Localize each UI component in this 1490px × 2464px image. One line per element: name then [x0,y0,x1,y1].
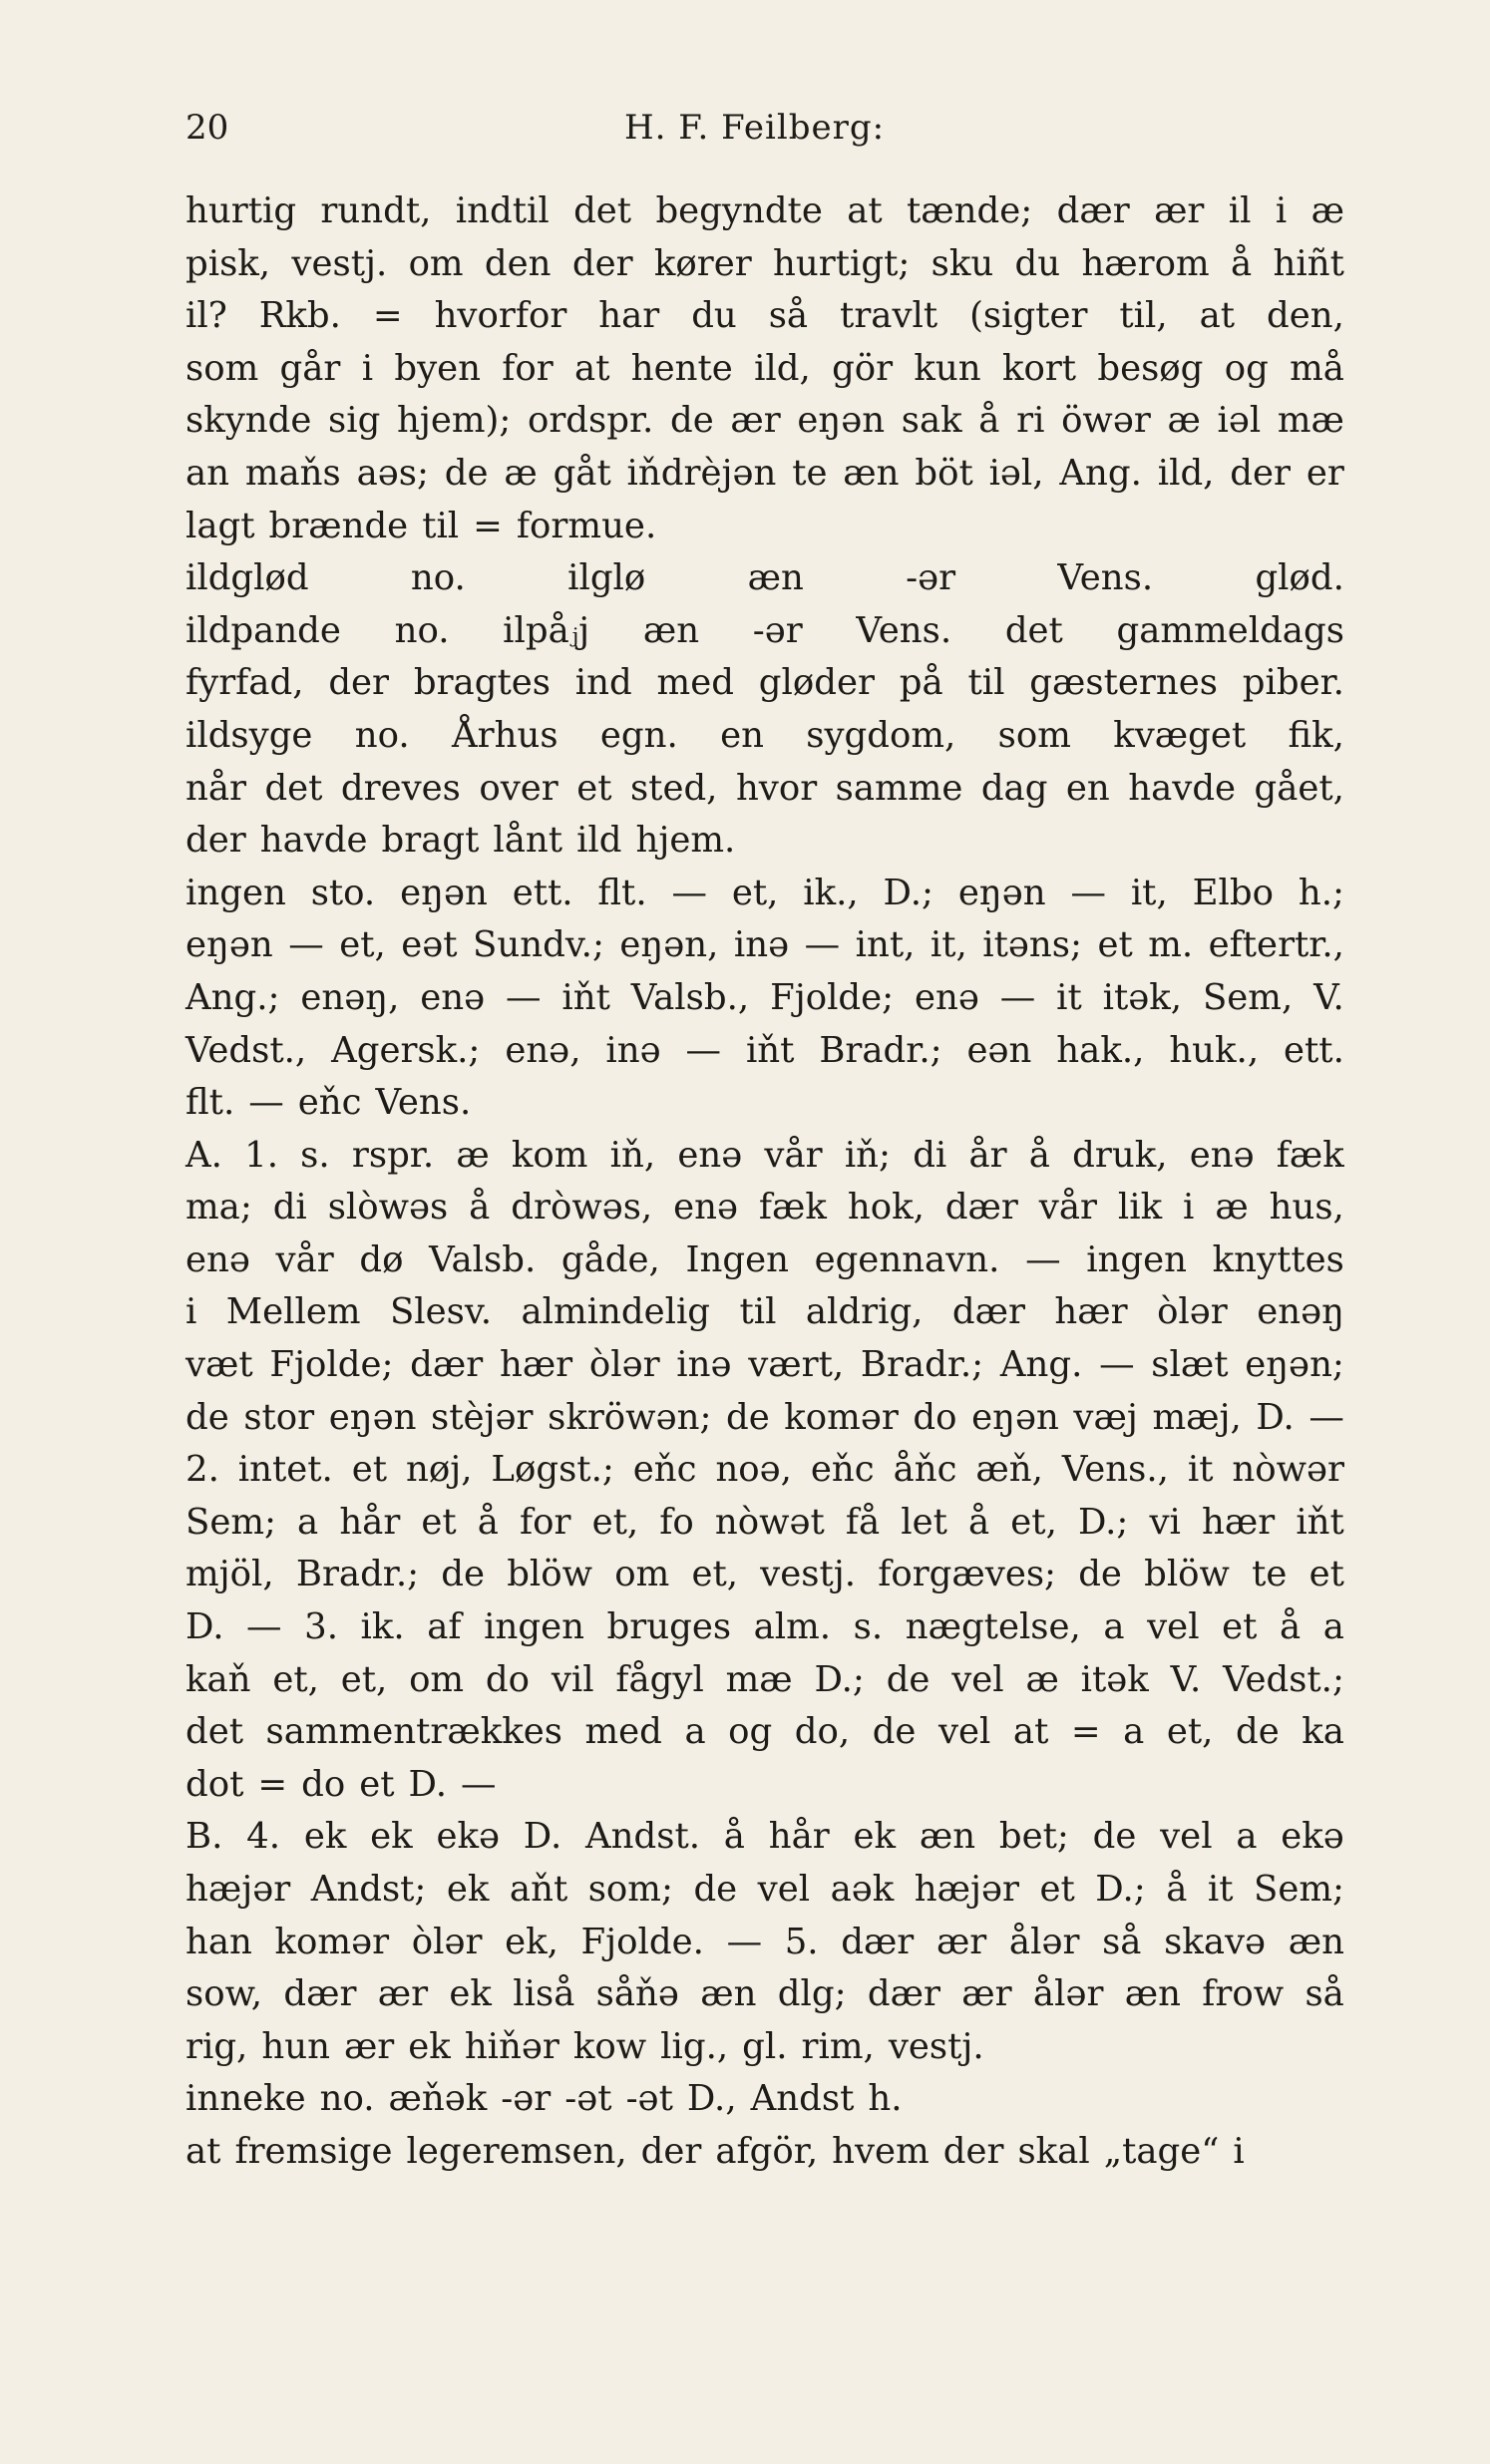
text-line: i Mellem Slesv. almindelig til aldrig, dær hær òlər enəŋ [186,1291,1344,1333]
text-line: 2. intet. et nøj, Løgst.; eňc noə, eňc åňc æň, Vens., it nòwər [186,1449,1344,1491]
text-line: som går i byen for at hente ild, gör kun kort besøg og må [186,347,1344,389]
text-line: fyrfad, der bragtes ind med gløder på til gæsternes piber. [186,662,1344,704]
body-text [186,185,1344,2179]
text-line: eŋən — et, eət Sundv.; eŋən, inə — int, it, itəns; et m. eftertr., [186,924,1344,966]
text-line: pisk, vestj. om den der kører hurtigt; sku du hærom å hiñt [186,242,1344,284]
text-line: ildpande no. ilpåⱼj æn -ər Vens. det gammeldags [186,609,1344,651]
text-line: ma; di slòwəs å dròwəs, enə fæk hok, dær vår lik i æ hus, [186,1187,1344,1229]
text-line: ildsyge no. Århus egn. en sygdom, som kvæget fik, [186,714,1344,756]
text-line: de stor eŋən stèjər skröwən; de komər do eŋən væj mæj, D. — [186,1396,1344,1438]
text-line: det sammentrækkes med a og do, de vel at = a et, de ka [186,1711,1344,1753]
text-line: han komər òlər ek, Fjolde. — 5. dær ær ålər så skavə æn [186,1921,1344,1962]
text-line: A. 1. s. rspr. æ kom iň, enə vår iň; di år å druk, enə fæk [186,1134,1344,1176]
text-line: ingen sto. eŋən ett. flt. — et, ik., D.; eŋən — it, Elbo h.; [186,872,1344,913]
text-line: hurtig rundt, indtil det begyndte at tænde; dær ær il i æ [186,190,1344,231]
text-line: enə vår dø Valsb. gåde, Ingen egennavn. — ingen knyttes [186,1238,1344,1280]
text-line: rig, hun ær ek hiňər kow lig., gl. rim, vestj. [186,2025,984,2067]
text-line: D. — 3. ik. af ingen bruges alm. s. nægtelse, a vel et å a [186,1606,1344,1648]
text-line: Ang.; enəŋ, enə — iňt Valsb., Fjolde; enə — it itək, Sem, V. [186,976,1344,1018]
text-line: mjöl, Bradr.; de blöw om et, vestj. forgæves; de blöw te et [186,1554,1344,1595]
text-line: at fremsige legeremsen, der afgör, hvem der skal „tage“ i [186,2130,1245,2172]
text-line: når det dreves over et sted, hvor samme dag en havde gået, [186,767,1344,809]
text-line: flt. — eňc Vens. [186,1082,472,1124]
text-line: der havde bragt lånt ild hjem. [186,820,736,862]
text-line: il? Rkb. = hvorfor har du så travlt (sigter til, at den, [186,295,1344,337]
text-line: skynde sig hjem); ordspr. de ær eŋən sak å ri öwər æ iəl mæ [186,400,1344,442]
text-line: an maňs aəs; de æ gåt iňdrèjən te æn böt iəl, Ang. ild, der er [186,452,1344,494]
text-line: inneke no. æňək -ər -ət -ət D., Andst h. [186,2078,903,2120]
text-line: kaň et, et, om do vil fågyl mæ D.; de vel æ itək V. Vedst.; [186,1658,1344,1700]
text-line: Vedst., Agersk.; enə, inə — iňt Bradr.; eən hak., huk., ett. [186,1029,1344,1071]
text-line: Sem; a hår et å for et, fo nòwət få let å et, D.; vi hær iňt [186,1501,1344,1543]
page-number: 20 [186,108,229,148]
page-header [186,108,1340,158]
text-line: sow, dær ær ek liså såňə æn dlg; dær ær ålər æn frow så [186,1973,1344,2015]
running-head: H. F. Feilberg: [624,108,886,148]
text-line: lagt brænde til = formue. [186,505,657,546]
text-line: B. 4. ek ek ekə D. Andst. å hår ek æn bet; de vel a ekə [186,1816,1344,1858]
text-line: hæjər Andst; ek aňt som; de vel aək hæjər et D.; å it Sem; [186,1869,1344,1910]
text-line: væt Fjolde; dær hær òlər inə vært, Bradr.; Ang. — slæt eŋən; [186,1344,1344,1386]
text-line: ildglød no. ilglø æn -ər Vens. glød. [186,557,1344,599]
text-line: dot = do et D. — [186,1763,497,1805]
